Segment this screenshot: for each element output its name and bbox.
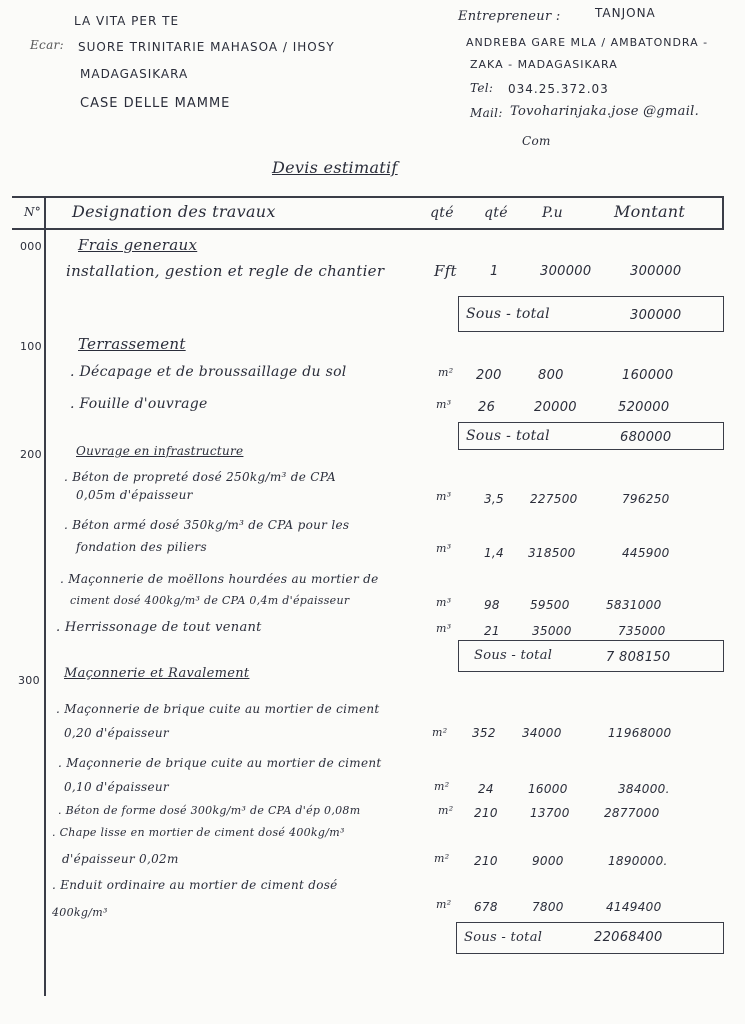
- table-header-border: [12, 228, 724, 230]
- item-pu: 59500: [530, 598, 570, 612]
- header-qte-1: qté: [430, 205, 454, 221]
- item-designation-cont: 0,05m d'épaisseur: [76, 488, 193, 502]
- item-designation: . Maçonnerie de brique cuite au mortier de ciment: [58, 756, 382, 770]
- item-montant: 445900: [622, 546, 670, 560]
- item-designation-cont: 0,20 d'épaisseur: [64, 726, 169, 740]
- item-designation: . Décapage et de broussaillage du sol: [70, 364, 347, 380]
- item-pu: 20000: [534, 400, 577, 415]
- item-designation: . Herrissonage de tout venant: [56, 620, 262, 635]
- item-qty: 3,5: [484, 492, 504, 506]
- tel-label: Tel:: [470, 81, 494, 95]
- subtotal-value: 7 808150: [606, 650, 671, 665]
- subtotal-value: 680000: [620, 430, 672, 445]
- section-title: Frais generaux: [78, 236, 198, 254]
- item-designation: . Chape lisse en mortier de ciment dosé 400kg/m³: [52, 826, 345, 839]
- item-designation-cont: fondation des piliers: [76, 540, 207, 554]
- item-pu: 13700: [530, 806, 570, 820]
- item-montant: 5831000: [606, 598, 662, 612]
- item-unit: Fft: [434, 262, 457, 280]
- section-title: Maçonnerie et Ravalement: [64, 666, 250, 681]
- item-qty: 352: [472, 726, 496, 740]
- item-unit: m²: [434, 852, 450, 865]
- item-designation: . Enduit ordinaire au mortier de ciment dosé: [52, 878, 338, 892]
- item-designation: . Béton de propreté dosé 250kg/m³ de CPA: [64, 470, 336, 484]
- section-title: Ouvrage en infrastructure: [76, 444, 244, 458]
- item-unit: m³: [436, 542, 452, 555]
- org-name: LA VITA PER TE: [74, 14, 180, 28]
- item-montant: 520000: [618, 400, 670, 415]
- subtotal-value: 22068400: [594, 930, 663, 945]
- subtotal-label: Sous - total: [474, 648, 553, 663]
- item-designation: . Béton armé dosé 350kg/m³ de CPA pour les: [64, 518, 350, 532]
- item-montant: 384000.: [618, 782, 670, 796]
- table-right-border: [722, 196, 724, 230]
- item-unit: m²: [436, 898, 452, 911]
- item-unit: m²: [432, 726, 448, 739]
- item-montant: 735000: [618, 624, 666, 638]
- item-designation-cont: 400kg/m³: [52, 906, 108, 919]
- item-designation: . Béton de forme dosé 300kg/m³ de CPA d'ép 0,08m: [58, 804, 361, 817]
- item-pu: 300000: [540, 264, 592, 279]
- item-qty: 1,4: [484, 546, 504, 560]
- item-qty: 200: [476, 368, 502, 383]
- item-pu: 9000: [532, 854, 564, 868]
- mail-label: Mail:: [470, 106, 503, 120]
- section-title: Terrassement: [78, 335, 186, 353]
- item-pu: 800: [538, 368, 564, 383]
- item-unit: m²: [438, 366, 454, 379]
- address-line-1: ANDREBA GARE MLA / AMBATONDRA -: [466, 36, 709, 49]
- item-designation: . Maçonnerie de moëllons hourdées au mortier de: [60, 572, 379, 586]
- item-montant: 796250: [622, 492, 670, 506]
- item-qty: 21: [484, 624, 500, 638]
- mail-value-2: Com: [522, 134, 551, 148]
- country-left: MADAGASIKARA: [80, 67, 189, 81]
- mail-value: Tovoharinjaka.jose @gmail.: [510, 104, 700, 119]
- ecar-value: SUORE TRINITARIE MAHASOA / IHOSY: [78, 40, 335, 54]
- item-qty: 98: [484, 598, 500, 612]
- section-code: 300: [18, 674, 40, 687]
- subtotal-label: Sous - total: [466, 428, 550, 444]
- subtotal-label: Sous - total: [464, 930, 543, 945]
- table-top-border: [12, 196, 724, 198]
- item-designation: . Maçonnerie de brique cuite au mortier de ciment: [56, 702, 380, 716]
- item-qty: 210: [474, 806, 498, 820]
- header-no: N°: [24, 205, 42, 219]
- item-qty: 26: [478, 400, 496, 415]
- item-pu: 318500: [528, 546, 576, 560]
- item-qty: 210: [474, 854, 498, 868]
- item-montant: 300000: [630, 264, 682, 279]
- number-column-divider: [44, 196, 46, 996]
- item-unit: m³: [436, 490, 452, 503]
- project-name: CASE DELLE MAMME: [80, 96, 231, 111]
- item-designation-cont: 0,10 d'épaisseur: [64, 780, 169, 794]
- section-code: 200: [20, 448, 42, 461]
- header-pu: P.u: [542, 205, 563, 221]
- item-montant: 160000: [622, 368, 674, 383]
- item-unit: m²: [434, 780, 450, 793]
- entrepreneur-label: Entrepreneur :: [458, 9, 561, 24]
- item-montant: 2877000: [604, 806, 660, 820]
- subtotal-value: 300000: [630, 308, 682, 323]
- item-unit: m³: [436, 398, 452, 411]
- item-montant: 4149400: [606, 900, 662, 914]
- tel-value: 034.25.372.03: [508, 82, 609, 96]
- item-pu: 16000: [528, 782, 568, 796]
- item-unit: m³: [436, 596, 452, 609]
- item-montant: 1890000.: [608, 854, 668, 868]
- entrepreneur-name: TANJONA: [595, 6, 656, 20]
- item-pu: 7800: [532, 900, 564, 914]
- item-montant: 11968000: [608, 726, 672, 740]
- item-qty: 678: [474, 900, 498, 914]
- item-pu: 35000: [532, 624, 572, 638]
- item-qty: 1: [490, 264, 499, 279]
- section-code: 100: [20, 340, 42, 353]
- item-unit: m²: [438, 804, 454, 817]
- header-montant: Montant: [614, 202, 686, 221]
- header-qte-2: qté: [484, 205, 508, 221]
- address-line-2: ZAKA - MADAGASIKARA: [470, 58, 618, 71]
- item-designation-cont: ciment dosé 400kg/m³ de CPA 0,4m d'épaisseur: [70, 594, 350, 607]
- item-pu: 227500: [530, 492, 578, 506]
- subtotal-label: Sous - total: [466, 306, 550, 322]
- item-unit: m³: [436, 622, 452, 635]
- item-designation: . Fouille d'ouvrage: [70, 396, 208, 412]
- item-designation: installation, gestion et regle de chantier: [66, 262, 385, 280]
- item-pu: 34000: [522, 726, 562, 740]
- header-designation: Designation des travaux: [72, 202, 276, 221]
- item-qty: 24: [478, 782, 494, 796]
- item-designation-cont: d'épaisseur 0,02m: [62, 852, 179, 866]
- document-title: Devis estimatif: [272, 158, 398, 177]
- ecar-label: Ecar:: [30, 38, 64, 52]
- section-code: 000: [20, 240, 42, 253]
